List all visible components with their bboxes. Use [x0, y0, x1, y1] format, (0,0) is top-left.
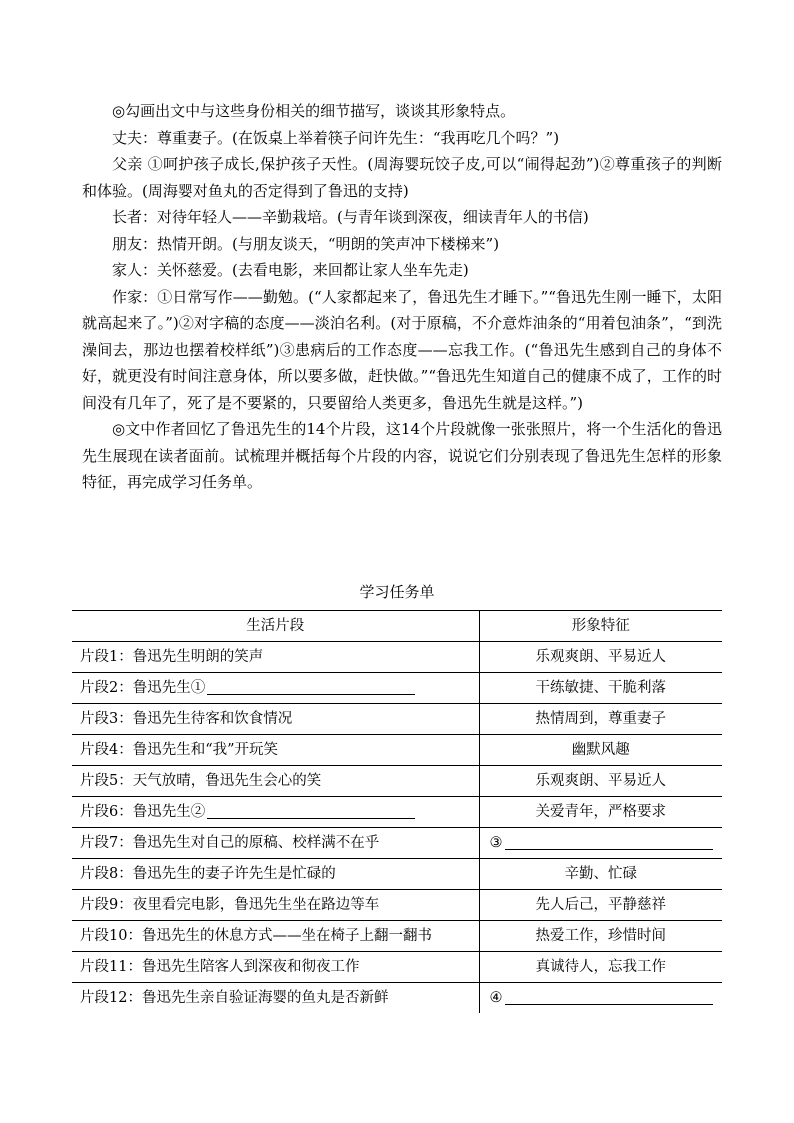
segment-cell	[72, 890, 479, 921]
trait-text: ③	[489, 835, 503, 851]
task-table	[72, 610, 722, 1013]
segment-text: 片段12：鲁迅先生亲自验证海婴的鱼丸是否新鲜	[80, 990, 389, 1006]
trait-text: 热情周到，尊重妻子	[535, 711, 666, 727]
trait-cell	[479, 766, 722, 797]
trait-cell	[479, 828, 722, 859]
trait-cell	[479, 735, 722, 766]
trait-text: 先人后己，平静慈祥	[535, 897, 666, 913]
trait-text: 干练敏捷、干脆利落	[535, 680, 666, 696]
segment-cell	[72, 828, 479, 859]
trait-cell	[479, 921, 722, 952]
segment-cell	[72, 673, 479, 704]
body-text	[82, 98, 722, 496]
trait-cell	[479, 673, 722, 704]
segment-text: 片段6：鲁迅先生②	[80, 804, 206, 820]
segment-text: 片段5：天气放晴，鲁迅先生会心的笑	[80, 773, 322, 789]
segment-text: 片段4：鲁迅先生和“我”开玩笑	[80, 742, 279, 758]
table-row	[72, 735, 722, 766]
table-row	[72, 766, 722, 797]
paragraph-husband: 丈夫：尊重妻子。(在饭桌上举着筷子问许先生：“我再吃几个吗？”)	[112, 128, 560, 147]
instruction-paragraph-1: ◎勾画出文中与这些身份相关的细节描写，谈谈其形象特点。	[112, 102, 516, 120]
trait-cell	[479, 952, 722, 983]
trait-cell	[479, 704, 722, 735]
segment-text: 片段10：鲁迅先生的休息方式——坐在椅子上翻一翻书	[80, 928, 432, 944]
table-row	[72, 983, 722, 1014]
table-title: 学习任务单	[359, 583, 435, 601]
trait-text: 关爱青年，严格要求	[535, 804, 666, 820]
segment-cell	[72, 735, 479, 766]
table-row	[72, 704, 722, 735]
trait-text: 辛勤、忙碌	[564, 866, 637, 882]
header-segment: 生活片段	[72, 611, 479, 642]
segment-cell	[72, 704, 479, 735]
paragraph-family: 家人：关怀慈爱。(去看电影，来回都让家人坐车先走)	[112, 261, 469, 279]
table-row	[72, 890, 722, 921]
segment-cell	[72, 983, 479, 1014]
header-trait: 形象特征	[479, 611, 722, 642]
table-header-row	[72, 611, 722, 642]
segment-cell	[72, 642, 479, 673]
table-row	[72, 673, 722, 704]
segment-cell	[72, 859, 479, 890]
segment-text: 片段1：鲁迅先生明朗的笑声	[80, 649, 264, 665]
trait-text: 幽默风趣	[571, 742, 630, 758]
answer-blank[interactable]	[207, 678, 415, 695]
trait-cell	[479, 859, 722, 890]
segment-text: 片段8：鲁迅先生的妻子许先生是忙碌的	[80, 866, 336, 882]
paragraph-elder: 长者：对待年轻人——辛勤栽培。(与青年谈到深夜，细读青年人的书信)	[112, 208, 589, 226]
trait-text: ④	[489, 990, 503, 1006]
answer-blank[interactable]	[207, 802, 415, 819]
segment-text: 片段7：鲁迅先生对自己的原稿、校样满不在乎	[80, 835, 380, 851]
segment-text: 片段3：鲁迅先生待客和饮食情况	[80, 711, 293, 727]
trait-text: 真诚待人，忘我工作	[535, 959, 666, 975]
segment-cell	[72, 766, 479, 797]
paragraph-writer: 作家：①日常写作——勤勉。(“人家都起来了，鲁迅先生才睡下。”“鲁迅先生刚一睡下，太阳就高起来了。”)②对字稿的态度——淡泊名利。(对于原稿，不介意炸油条的“用着包油条”，“到洗澡间去，那边也摆着校样纸”)③患病后的工作态度——忘我工作。(“鲁迅先生感到自己的身体不好，就更没有时间注意身体，所以要多做，赶快做。”“鲁迅先生知道自己的健康不成了，工作的时间没有几年了，死了是不要紧的，只要留给人类更多，鲁迅先生就是这样。”)	[82, 287, 722, 412]
segment-text: 片段11：鲁迅先生陪客人到深夜和彻夜工作	[80, 959, 360, 975]
instruction-paragraph-2: ◎文中作者回忆了鲁迅先生的14个片段，这14个片段就像一张张照片，将一个生活化的鲁迅先生展现在读者面前。试梳理并概括每个片段的内容，说说它们分别表现了鲁迅先生怎样的形象特征，再完成学习任务单。	[82, 420, 722, 491]
table-row	[72, 921, 722, 952]
segment-cell	[72, 797, 479, 828]
answer-blank[interactable]	[505, 988, 713, 1005]
table-row	[72, 828, 722, 859]
paragraph-father: 父亲 ①呵护孩子成长,保护孩子天性。(周海婴玩饺子皮,可以“闹得起劲”)②尊重孩子的判断和体验。(周海婴对鱼丸的否定得到了鲁迅的支持)	[82, 155, 722, 200]
segment-text: 片段9：夜里看完电影，鲁迅先生坐在路边等车	[80, 897, 380, 913]
table-row	[72, 859, 722, 890]
trait-cell	[479, 797, 722, 828]
paragraph-friend: 朋友：热情开朗。(与朋友谈天，“明朗的笑声冲下楼梯来”)	[112, 234, 500, 253]
segment-cell	[72, 952, 479, 983]
trait-cell	[479, 983, 722, 1014]
segment-text: 片段2：鲁迅先生①	[80, 680, 206, 696]
trait-text: 乐观爽朗、平易近人	[535, 773, 666, 789]
table-row	[72, 642, 722, 673]
trait-text: 热爱工作，珍惜时间	[535, 928, 666, 944]
trait-cell	[479, 642, 722, 673]
trait-text: 乐观爽朗、平易近人	[535, 649, 666, 665]
trait-cell	[479, 890, 722, 921]
segment-cell	[72, 921, 479, 952]
table-row	[72, 952, 722, 983]
answer-blank[interactable]	[505, 833, 713, 850]
table-row	[72, 797, 722, 828]
